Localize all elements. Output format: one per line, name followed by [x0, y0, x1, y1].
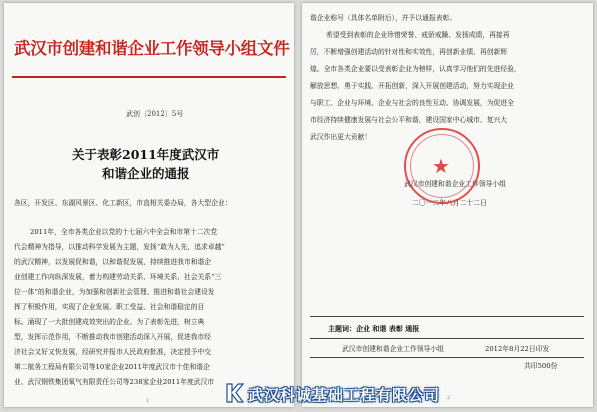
divider — [310, 357, 584, 358]
document-page-2 — [302, 3, 593, 407]
header-title: 武汉市创建和谐企业工作领导小组文件 — [14, 39, 290, 58]
body-line: 第二航务工程局有限公司等10家企业2011年度武汉市十佳和谐企 — [14, 363, 210, 371]
body-line: 的武汉精神，以发展促和谐，以和谐促发展，持续推进我市和谐企 — [14, 258, 212, 266]
body-line: 解放思想、勇于实践、开拓创新，深入开展创建活动，努力实现企业 — [310, 82, 514, 90]
body-line: 与职工、企业与环境、企业与社会的良性互动、协调发展，为促进全 — [310, 99, 514, 107]
body-line: 煌。全市各类企业要以受表彰企业为榜样，认真学习他们的先进经验， — [310, 65, 521, 73]
body-line: 市经济持续健康发展与社会公平和谐，建设国家中心城市、复兴大 — [310, 116, 508, 124]
company-watermark — [226, 381, 597, 405]
official-seal-stamp — [404, 128, 480, 204]
body-line: 代会精神为指导，以推动科学发展为主题，发扬“敢为人先，追求卓越” — [14, 243, 225, 251]
company-logo-icon — [226, 383, 244, 403]
body-line: 谐企业称号（具体名单附后），并予以通报表彰。 — [310, 14, 457, 22]
body-line: 济社会又好又快发展，经研究并报市人民政府批准，决定授予中交 — [14, 348, 212, 356]
page-number: 1 — [146, 398, 150, 404]
header-divider — [12, 76, 286, 78]
divider — [310, 316, 584, 317]
document-number: 武创〔2012〕5号 — [126, 110, 184, 118]
page-number: 2 — [447, 395, 451, 401]
divider — [310, 338, 584, 339]
issuer: 武汉市创建和谐企业工作领导小组 — [342, 345, 444, 353]
signature-organization: 武汉市创建和谐企业工作领导小组 — [404, 180, 506, 188]
body-line: 2011年，全市各类企业以党的十七届六中全会和市第十二次党 — [30, 228, 218, 236]
body-line: 武汉作出更大贡献！ — [310, 133, 372, 141]
company-name: 武汉科诚基础工程有限公司 — [248, 386, 441, 404]
body-line: 业、武汉钢铁集团氧气有限责任公司等238家企业2011年度武汉市 — [14, 378, 215, 386]
signature-date: 二〇一二年八月二十二日 — [412, 199, 487, 207]
body-line: 厉，不断增强创建活动的针对性和实效性，再创新业绩、再创新辉 — [310, 48, 508, 56]
body-line: 希望受到表彰的企业珍惜荣誉、戒骄戒躁、发扬成绩，再接再 — [326, 31, 510, 39]
body-line: 位一体”的和谐企业，为加强和创新社会管理、推进和谐社会建设发 — [14, 288, 215, 296]
issue-date: 2012年8月22日印发 — [485, 345, 550, 353]
document-page-1 — [4, 3, 294, 407]
print-copies: 共印500份 — [524, 362, 558, 370]
body-line: 业创建工作向纵深发展，着力构建劳动关系、环境关系、社会关系“三 — [14, 273, 222, 281]
headline-line-2: 和谐企业的通报 — [102, 166, 190, 181]
keywords: 主题词：企业 和谐 表彰 通报 — [328, 324, 420, 333]
body-line: 标。涌现了一大批创建成效突出的企业。为了表彰先进，树立典 — [14, 318, 205, 326]
body-line: 挥了积极作用，实现了企业发展、职工受益、社会和谐稳定的目 — [14, 303, 205, 311]
body-line: 各区，开发区、东湖风景区、化工新区，市直相关委办局，各大型企业： — [14, 199, 232, 207]
star-icon: ★ — [432, 154, 450, 178]
headline-line-1: 关于表彰2011年度武汉市 — [72, 147, 220, 162]
body-line: 型，发挥示范作用，不断推动我市创建活动深入开展，促进我市经 — [14, 333, 212, 341]
